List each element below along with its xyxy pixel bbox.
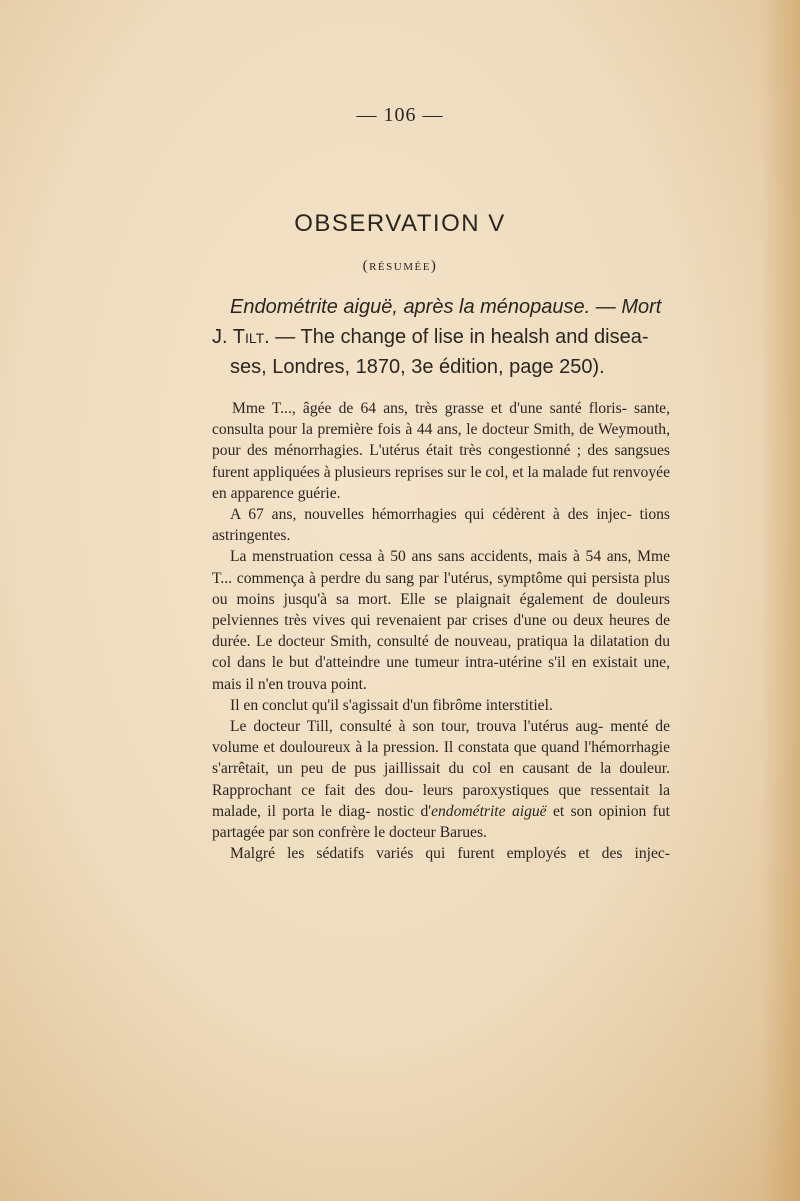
paragraph-5-end: et son opinion fut partagée par son confrère le docteur Barues. [212, 802, 671, 842]
paragraph-5 [212, 716, 670, 843]
summary-note: (résumée) [362, 258, 438, 274]
paragraph-2: A 67 ans, nouvelles hémorrhagies qui cédèrent à des injec- tions astringentes. [212, 506, 670, 545]
reference-line-2: ses, Londres, 1870, 3e édition, page 250). [230, 356, 605, 378]
reference-author: J. Tilt. [212, 326, 270, 348]
reference-title-start: — The change of lise in healsh and disea- [275, 326, 649, 348]
page-edge-shadow [760, 0, 800, 1201]
diagnosis-italic: endométrite aiguë [431, 802, 547, 820]
page-number: — 106 — [356, 104, 444, 126]
paragraph-3: La menstruation cessa à 50 ans sans accidents, mais à 54 ans, Mme T... commença à perdre du sang par l'utérus, symptôme qui persista plus ou moins jusqu'à sa mort. Elle se plaignait également de douleurs pelviennes très vives qui revenaient par crises d'une ou deux heures de durée. Le docteur Smith, consulté de nouveau, pratiqua la dilatation du col dans le but d'atteindre une tumeur intra-utérine s'il en existait une, mais il n'en trouva point. [212, 548, 670, 693]
paragraph-6: Malgré les sédatifs variés qui furent employés et des injec- [230, 845, 670, 863]
paragraph-4: Il en conclut qu'il s'agissait d'un fibrôme interstitiel. [230, 696, 553, 714]
paragraph-5-text: Le docteur Till, consulté à son tour, trouva l'utérus aug- menté de volume et douloureux à la pression. Il constata que quand l'hémorrhagie s'arrêtait, un peu de pus jaillissait du col en causant de la douleur. Rapprochant ce fait des dou- leurs paroxystiques que ressentait la malade, il porta le diag- nostic d' [212, 718, 670, 820]
observation-heading: OBSERVATION V [294, 210, 506, 237]
reference-line-1 [212, 326, 648, 349]
case-title: Endométrite aiguë, après la ménopause. — Mort [230, 296, 662, 318]
paragraph-1: Mme T..., âgée de 64 ans, très grasse et d'une santé floris- sante, consulta pour la première fois à 44 ans, le docteur Smith, de Weymouth, pour des ménorrhagies. L'utérus était très congestionné ; des sangsues furent appliquées à plusieurs reprises sur le col, et la malade fut renvoyée en apparence guérie. [212, 400, 670, 502]
observation-body [212, 398, 670, 864]
